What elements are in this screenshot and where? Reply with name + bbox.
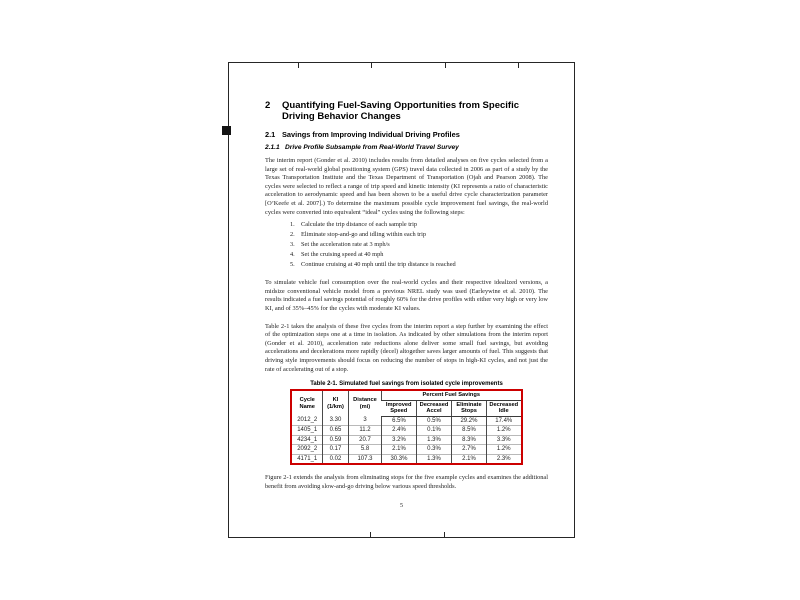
savings-table xyxy=(290,389,522,465)
page-number: 5 xyxy=(399,502,404,509)
paragraph-2: To simulate vehicle fuel consumption over the real-world cycles and their respective idealized versions, a midsize conventional vehicle model from a previous NREL study was used (Earleywine et al. 2010). The results indicated a fuel savings potential of roughly 60% for the drive profiles with either very high or very low KI, and of 35%–45% for the cycles with moderate KI values. xyxy=(265,279,548,312)
table-row xyxy=(291,416,521,426)
subsubsection-heading xyxy=(265,144,548,152)
cell-cycle-name: 2012_2 xyxy=(297,417,318,424)
cell-eliminate-stops: 8.5% xyxy=(451,426,486,436)
cell-distance: 3 xyxy=(348,416,381,426)
cell-decreased-idle: 2.3% xyxy=(486,454,521,464)
col-header-ki: KI (1/km) xyxy=(322,390,348,416)
numbered-list xyxy=(265,220,548,270)
cell-improved-speed: 3.2% xyxy=(381,435,416,445)
cell-cycle-name: 4234_1 xyxy=(291,435,322,445)
list-item-text: Eliminate stop-and-go and idling within each trip xyxy=(301,231,427,239)
cell-distance: 11.2 xyxy=(348,426,381,436)
cell-eliminate-stops: 2.1% xyxy=(451,454,486,464)
list-item xyxy=(265,240,548,250)
cell-ki: 0.17 xyxy=(322,445,348,455)
page-content xyxy=(265,100,548,491)
list-item-text: Set the acceleration rate at 3 mph/s xyxy=(301,241,390,249)
table-caption: Table 2-1. Simulated fuel savings from isolated cycle improvements xyxy=(310,381,503,388)
cell-decreased-accel: 1.3% xyxy=(416,435,451,445)
list-item-number: 5. xyxy=(290,261,295,269)
cell-eliminate-stops: 8.3% xyxy=(451,435,486,445)
crop-mark-icon xyxy=(371,63,372,68)
table-row xyxy=(291,445,521,455)
list-item-text: Calculate the trip distance of each sample trip xyxy=(301,221,418,229)
cell-improved-speed: 2.1% xyxy=(381,445,416,455)
cell-decreased-accel: 0.1% xyxy=(416,426,451,436)
col-header-improved-speed: Improved Speed xyxy=(381,400,416,416)
cell-decreased-idle: 17.4% xyxy=(486,416,521,426)
col-header-eliminate-stops: Eliminate Stops xyxy=(451,400,486,416)
subsection-title: Savings from Improving Individual Driving Profiles xyxy=(282,130,460,139)
cell-decreased-idle: 1.2% xyxy=(486,445,521,455)
list-item-number: 3. xyxy=(290,241,295,249)
cell-improved-speed: 30.3% xyxy=(381,454,416,464)
list-item-number: 1. xyxy=(290,221,295,229)
cell-ki: 3.30 xyxy=(322,416,348,426)
cell-cycle-name: 2092_2 xyxy=(291,445,322,455)
crop-mark-icon xyxy=(370,532,371,537)
document-page xyxy=(228,62,575,538)
table-row xyxy=(291,454,521,464)
crop-mark-icon xyxy=(298,63,299,68)
cell-cycle-name: 4171_1 xyxy=(291,454,322,464)
list-item-text: Set the cruising speed at 40 mph xyxy=(301,251,384,259)
cell-improved-speed: 6.5% xyxy=(381,416,416,426)
cell-distance: 107.3 xyxy=(348,454,381,464)
paragraph-1: The interim report (Gonder et al. 2010) includes results from detailed analyses on five cycles selected from a large set of real-world global positioning system (GPS) travel data collected in 2006 as part of a study by the Texas Transportation Institute and the Texas Department of Transportation (Ojah and Pearson 2008). The cycles were selected to reflect a range of trip speed and kinetic intensity (KI represents a ratio of characteristic acceleration to aerodynamic speed and has been shown to be a useful drive cycle characterization parameter [O’Keefe et al. 2007].) To determine the maximum possible cycle improvement fuel savings, the real-world cycles were converted into equivalent “ideal” cycles using the following steps: xyxy=(265,157,548,216)
cell-improved-speed: 2.4% xyxy=(381,426,416,436)
list-item-text: Continue cruising at 40 mph until the trip distance is reached xyxy=(301,261,456,269)
cell-cycle-name: 1405_1 xyxy=(291,426,322,436)
col-header-decreased-idle: Decreased Idle xyxy=(486,400,521,416)
cell-decreased-idle: 1.2% xyxy=(486,426,521,436)
cell-eliminate-stops: 29.2% xyxy=(451,416,486,426)
subsection-heading xyxy=(265,130,548,139)
table-row xyxy=(291,426,521,436)
paragraph-3: Table 2-1 takes the analysis of these five cycles from the interim report a step further by examining the effect of the optimization steps one at a time in isolation. As indicated by other simulations from the interim report (Gonder et al. 2010), acceleration rate reductions alone deliver some small fuel savings, but avoiding accelerations and decelerations more rapidly (decel) altogether saves larger amounts of fuel. This suggests that driving style improvements should focus on reducing the number of stops in high-KI cycles, and not just the rate of accelerating out of a stop. xyxy=(265,322,548,373)
cell-eliminate-stops: 2.7% xyxy=(451,445,486,455)
col-header-distance: Distance (mi) xyxy=(348,390,381,416)
list-item xyxy=(265,250,548,260)
subsection-number: 2.1 xyxy=(265,130,276,139)
cell-ki: 0.65 xyxy=(322,426,348,436)
list-item-number: 2. xyxy=(290,231,295,239)
section-number: 2 xyxy=(265,100,271,111)
cell-decreased-accel: 1.3% xyxy=(416,454,451,464)
crop-mark-icon xyxy=(445,63,446,68)
crop-mark-icon xyxy=(518,63,519,68)
subsubsection-number: 2.1.1 xyxy=(265,144,280,151)
col-group-header: Percent Fuel Savings xyxy=(381,390,521,400)
list-item xyxy=(265,230,548,240)
section-title: Quantifying Fuel-Saving Opportunities from Specific Driving Behavior Changes xyxy=(282,100,519,122)
section-heading xyxy=(265,100,548,122)
crop-mark-icon xyxy=(444,532,445,537)
cell-ki: 0.59 xyxy=(322,435,348,445)
list-item xyxy=(265,220,548,230)
cell-decreased-accel: 0.3% xyxy=(416,445,451,455)
cell-decreased-accel: 0.5% xyxy=(416,416,451,426)
subsubsection-title: Drive Profile Subsample from Real-World Travel Survey xyxy=(285,144,459,151)
cell-decreased-idle: 3.3% xyxy=(486,435,521,445)
table-row xyxy=(291,435,521,445)
registration-mark-icon xyxy=(222,126,231,135)
cell-distance: 5.8 xyxy=(348,445,381,455)
cell-ki: 0.02 xyxy=(322,454,348,464)
col-header-cycle-name: Cycle Name xyxy=(299,397,315,410)
col-header-decreased-accel: Decreased Accel xyxy=(416,400,451,416)
list-item xyxy=(265,260,548,270)
cell-distance: 20.7 xyxy=(348,435,381,445)
list-item-number: 4. xyxy=(290,251,295,259)
paragraph-4: Figure 2-1 extends the analysis from eliminating stops for the five example cycles and examines the additional benefit from avoiding slow-and-go driving below various speed thresholds. xyxy=(265,474,548,490)
